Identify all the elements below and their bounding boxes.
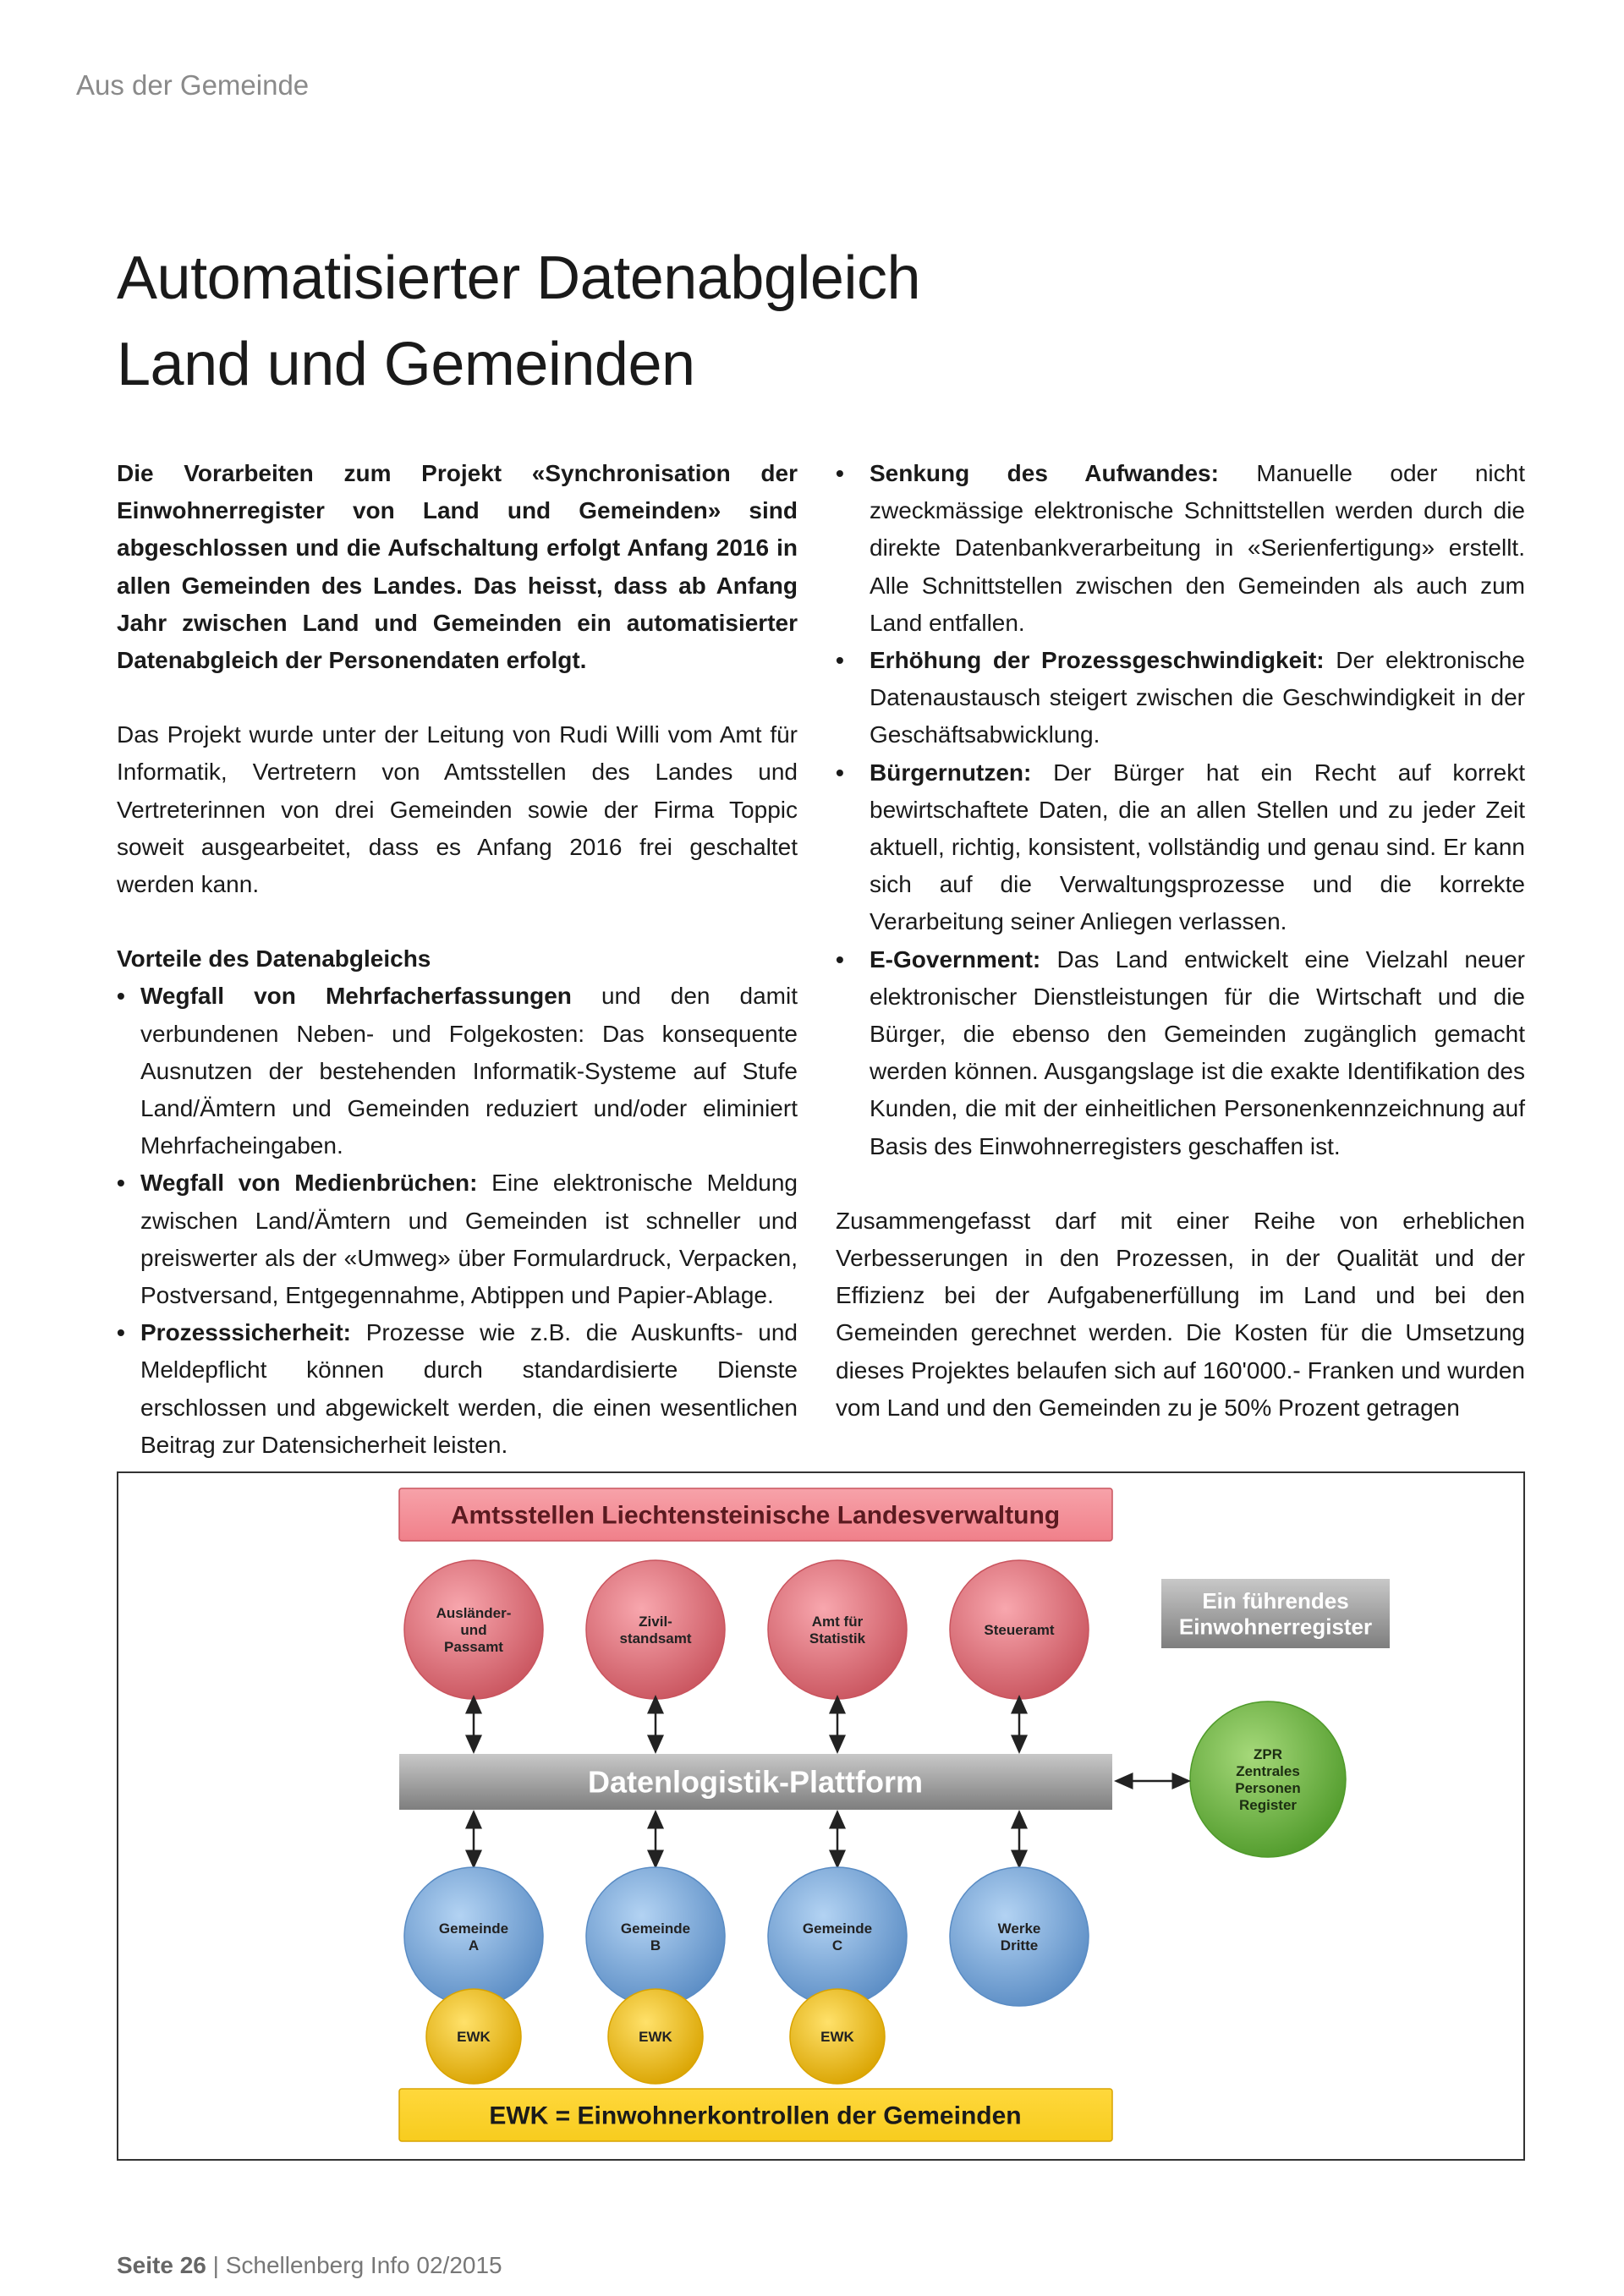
office-label: Steueramt — [984, 1621, 1055, 1638]
office-label: Ausländer- — [436, 1604, 512, 1621]
municipality-label: Werke — [997, 1920, 1041, 1937]
municipality-label: Dritte — [1000, 1937, 1039, 1954]
benefit-text: Prozesse wie z.B. die Auskunfts- und Meldepflicht können durch standardisierte Dienste erschlossen und abgewickelt werden, die einen wesentlichen Beitrag zur Datensicherheit leisten. — [140, 1319, 798, 1458]
benefits-heading: Vorteile des Datenabgleichs — [117, 945, 431, 973]
ewk-label: EWK — [457, 2028, 491, 2045]
publication-name: Schellenberg Info 02/2015 — [225, 2252, 502, 2278]
list-item — [117, 978, 798, 1164]
municipality-label: Gemeinde — [438, 1920, 509, 1937]
office-label: standsamt — [619, 1630, 692, 1647]
list-item — [836, 455, 1525, 642]
office-label: Amt für — [811, 1613, 864, 1630]
benefit-term: Erhöhung der Prozessgeschwindigkeit: — [870, 647, 1325, 674]
office-label: Zivil- — [639, 1613, 672, 1630]
benefit-term: E-Government: — [870, 945, 1041, 973]
office-label: Statistik — [809, 1630, 866, 1647]
benefits-list-left — [117, 978, 798, 1464]
intro-lead: Die Vorarbeiten zum Projekt «Synchronisation der Einwohnerregister von Land und Gemeinden» sind abgeschlossen und die Aufschaltung erfolgt Anfang 2016 in allen Gemeinden des Landes. Das heisst, dass ab Anfang Jahr zwischen Land und Gemeinden ein automatisierter Datenabgleich der Personendaten erfolgt. — [117, 460, 798, 674]
benefit-term: Prozesssicherheit: — [140, 1319, 351, 1346]
zpr-label: Zentrales — [1236, 1762, 1300, 1779]
page-title — [117, 235, 920, 408]
right-column — [836, 455, 1525, 1427]
title-line-1: Automatisierter Datenabgleich — [117, 244, 921, 312]
page-number: Seite 26 — [117, 2252, 206, 2278]
office-label: Passamt — [444, 1639, 503, 1656]
list-item — [117, 1164, 798, 1314]
architecture-diagram-svg — [118, 1473, 1523, 2159]
title-line-2: Land und Gemeinden — [117, 331, 695, 398]
list-item — [836, 754, 1525, 941]
intro-body: Das Projekt wurde unter der Leitung von Rudi Willi vom Amt für Informatik, Vertretern von Amtsstellen des Landes und Vertreterinnen von drei Gemeinden sowie der Firma Toppic soweit ausgearbeitet, dass es Anfang 2016 frei geschaltet werden kann. — [117, 721, 798, 898]
zpr-label: Personen — [1235, 1779, 1301, 1796]
zpr-label: Register — [1238, 1797, 1298, 1814]
zpr-label: ZPR — [1254, 1745, 1282, 1762]
municipality-label: Gemeinde — [620, 1920, 691, 1937]
benefit-text: Manuelle oder nicht zweckmässige elektronische Schnittstellen werden durch die direkte Datenbankverarbeitung in «Serienfertigung» erstellt. Alle Schnittstellen zwischen den Gemeinden als auch zum Land entfallen. — [870, 460, 1525, 636]
benefit-term: Bürgernutzen: — [870, 759, 1032, 786]
benefit-term: Wegfall von Medienbrüchen: — [140, 1170, 478, 1197]
benefit-text: und den damit verbundenen Neben- und Folgekosten: Das konsequente Ausnutzen der bestehenden Informatik-Systeme auf Stufe Land/Ämtern und Gemeinden reduziert und/oder eliminiert Mehrfacheingaben. — [140, 983, 798, 1159]
summary-paragraph: Zusammengefasst darf mit einer Reihe von erheblichen Verbesserungen in den Prozessen, in der Qualität und der Effizienz bei der Aufgabenerfüllung im Land und bei den Gemeinden gerechnet werden. Die Kosten für die Umsetzung dieses Projektes belaufen sich auf 160'000.- Franken und wurden vom Land und den Gemeinden zu je 50% Prozent getragen — [836, 1207, 1525, 1421]
platform-label: Datenlogistik-Plattform — [587, 1764, 924, 1800]
benefits-list-right — [836, 455, 1525, 1165]
list-item — [836, 642, 1525, 754]
benefit-text: Der Bürger hat ein Recht auf korrekt bewirtschaftete Daten, die an allen Stellen und zu jeder Zeit aktuell, richtig, konsistent, vollständig und genau sind. Er kann sich auf die Verwaltungsprozesse und die korrekte Verarbeitung seiner Anliegen verlassen. — [870, 759, 1525, 935]
left-column — [117, 455, 798, 1464]
ewk-label: EWK — [639, 2028, 672, 2045]
section-label: Aus der Gemeinde — [76, 69, 310, 101]
register-note-label: Ein führendes — [1202, 1587, 1349, 1614]
footer-separator: | — [212, 2252, 219, 2278]
page-footer — [117, 2252, 502, 2279]
list-item — [117, 1314, 798, 1464]
register-note-label: Einwohnerregister — [1178, 1614, 1373, 1640]
municipality-label: Gemeinde — [802, 1920, 873, 1937]
municipality-label: A — [468, 1937, 480, 1954]
benefit-text: Das Land entwickelt eine Vielzahl neuer elektronischer Dienstleistungen für die Wirtschaft und die Bürger, die ebenso den Gemeinden zugänglich gemacht werden können. Ausgangslage ist die exakte Identifikation des Kunden, die mit der einheitlichen Personenkennzeichnung auf Basis des Einwohnerregisters geschaffen ist. — [870, 945, 1525, 1159]
benefit-text: Der elektronische Datenaustausch steigert zwischen die Geschwindigkeit in der Geschäftsabwicklung. — [870, 647, 1525, 748]
architecture-diagram — [117, 1471, 1525, 2161]
municipality-label: B — [650, 1937, 661, 1954]
benefit-term: Senkung des Aufwandes: — [870, 460, 1219, 486]
office-label: und — [460, 1621, 487, 1638]
benefit-text: Eine elektronische Meldung zwischen Land/Ämtern und Gemeinden ist schneller und preiswerter als der «Umweg» über Formulardruck, Verpacken, Postversand, Entgegennahme, Abtippen und Papier-Ablage. — [140, 1170, 798, 1309]
ewk-label: EWK — [820, 2028, 854, 2045]
benefit-term: Wegfall von Mehrfacherfassungen — [140, 983, 572, 1010]
municipality-label: C — [831, 1937, 843, 1954]
bottom-banner-label: EWK = Einwohnerkontrollen der Gemeinden — [489, 2101, 1022, 2130]
top-banner-label: Amtsstellen Liechtensteinische Landesverwaltung — [450, 1501, 1061, 1530]
list-item — [836, 941, 1525, 1165]
